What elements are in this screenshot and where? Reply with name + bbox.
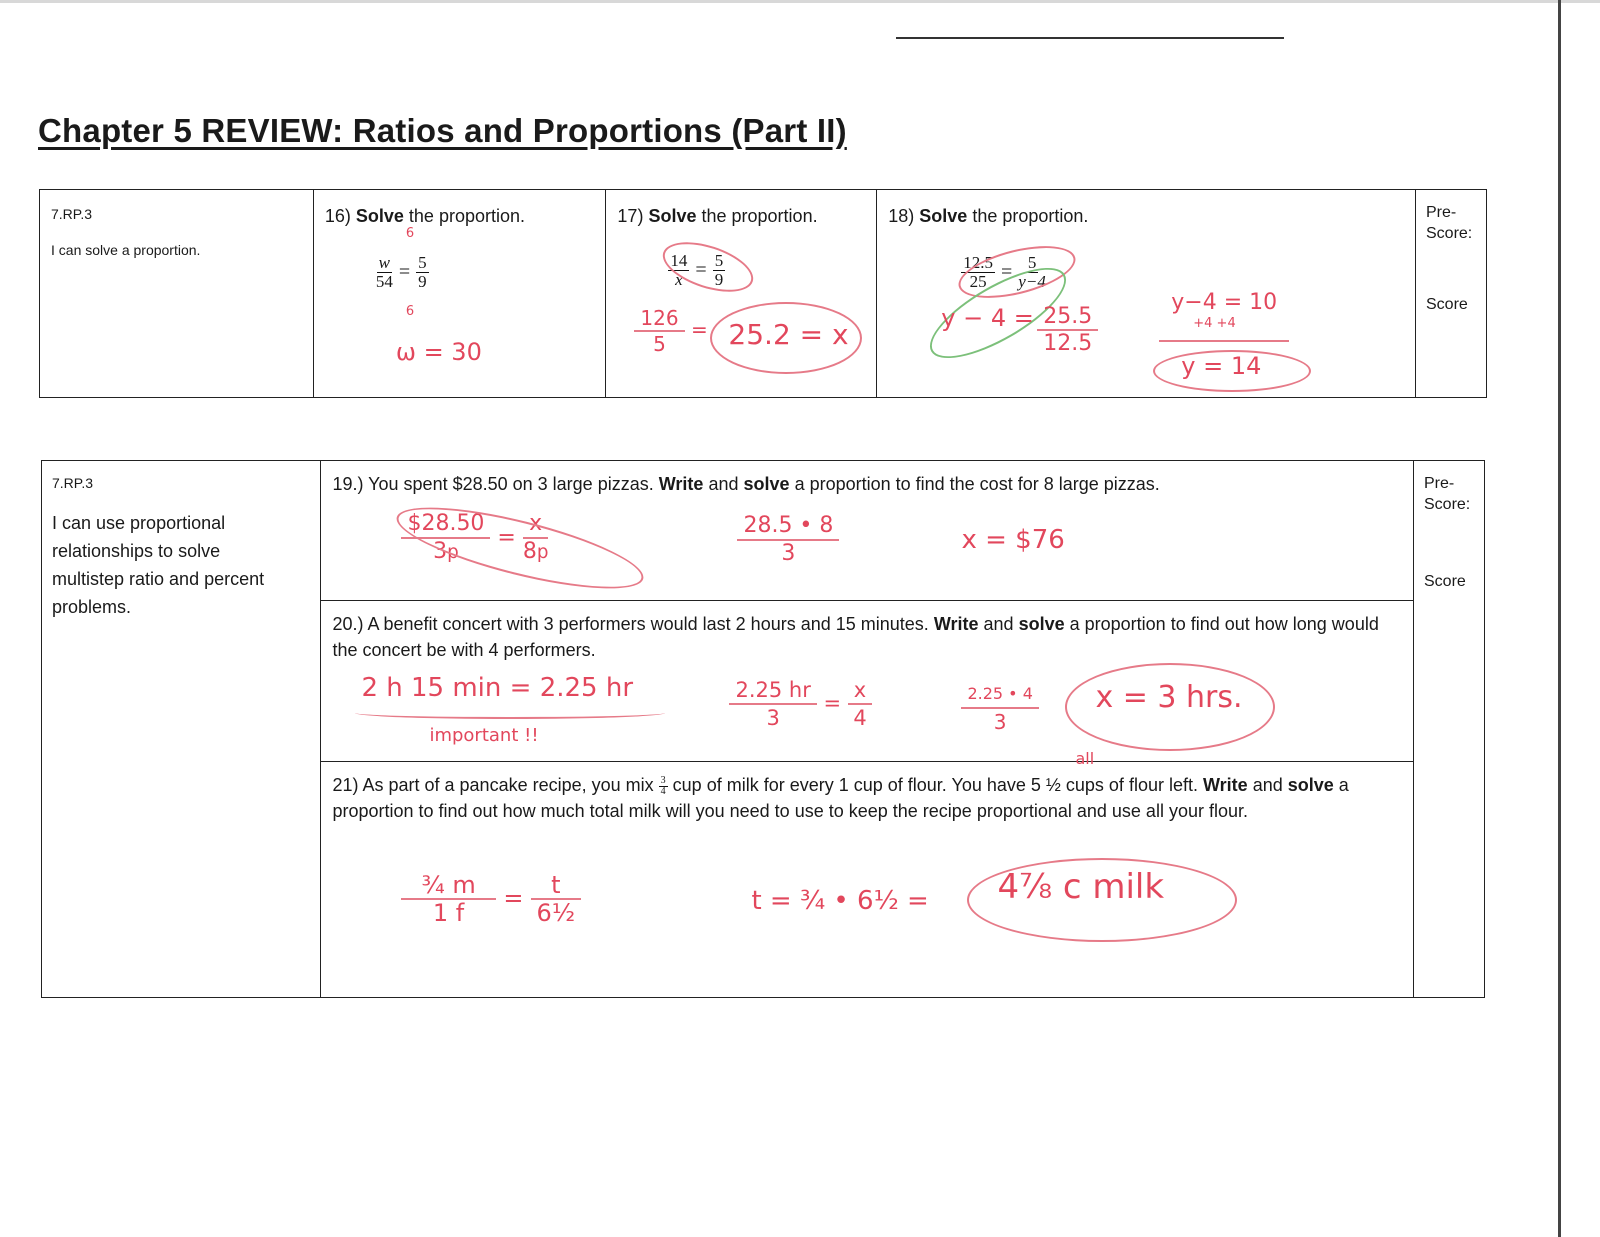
problem-prompt: 20.) A benefit concert with 3 performers would last 2 hours and 15 minutes. Write and solve a proportion to find out how long would the concert be with 4 performers. <box>332 614 1379 660</box>
handwritten-answer: 4⅞ c milk <box>997 867 1165 907</box>
handwritten-line <box>1159 340 1289 342</box>
handwritten-proportion: $\frac{\$28.50}{3p}$ = $\frac{x}{8p}$ <box>401 511 548 566</box>
handwritten-answer: 25.2 = x <box>728 318 849 351</box>
problem-19 <box>321 461 1414 601</box>
handwritten-answer: ω = 30 <box>395 338 482 366</box>
standard-cell <box>40 190 314 398</box>
standard-cell <box>42 461 321 998</box>
scan-top-edge <box>0 0 1600 3</box>
handwritten-answer: x = 3 hrs. <box>1095 680 1243 715</box>
brace <box>355 707 665 719</box>
handwritten-answer: x = $76 <box>961 525 1065 555</box>
handwritten-note: important !! <box>429 725 539 746</box>
problem-17 <box>606 190 877 398</box>
score-label: Score <box>1426 296 1468 313</box>
handwritten-fraction: $\frac{25.5}{12.5}$ <box>1037 304 1098 356</box>
handwritten-mark: 6 <box>405 226 415 241</box>
problem-prompt: 19.) You spent $28.50 on 3 large pizzas. Write and solve a proportion to find the cost for 8 large pizzas. <box>332 474 1160 494</box>
handwritten-fraction: $\frac{126}{5}$ = <box>634 306 707 356</box>
score-label: Score <box>1424 573 1466 590</box>
pre-score-label: Pre-Score: <box>1424 475 1471 513</box>
section2-table <box>41 460 1485 998</box>
handwritten-calculation: t = ¾ • 6½ = <box>751 886 929 916</box>
problem-16 <box>313 190 606 398</box>
handwritten-calculation: 2.25 • 4 3 <box>961 681 1038 735</box>
proportion: $\frac{w}{54}$ = $\frac{5}{9}$ <box>375 253 427 291</box>
score-cell <box>1416 190 1487 398</box>
handwritten-step: y−4 = 10 <box>1171 290 1278 315</box>
standard-code: 7.RP.3 <box>52 475 93 491</box>
scan-right-edge <box>1558 0 1561 1237</box>
handwritten-step: +4 +4 <box>1193 316 1236 331</box>
score-cell <box>1414 461 1485 998</box>
section1-table <box>39 189 1487 398</box>
objective: I can solve a proportion. <box>51 242 201 258</box>
problem-20 <box>321 601 1414 762</box>
handwritten-note: all <box>1075 749 1095 768</box>
cross-multiply-loop <box>657 233 759 302</box>
problem-prompt: 17) Solve the proportion. <box>617 206 818 226</box>
problem-21 <box>321 749 1414 998</box>
standard-code: 7.RP.3 <box>51 206 92 222</box>
problem-18 <box>877 190 1416 398</box>
handwritten-proportion: $\frac{2.25 hr}{3}$ = $\frac{x}{4}$ <box>729 677 872 731</box>
page-title: Chapter 5 REVIEW: Ratios and Proportions (Part II) <box>38 112 847 149</box>
handwritten-answer: y = 14 <box>1181 352 1262 380</box>
handwritten-conversion: 2 h 15 min = 2.25 hr <box>361 673 634 703</box>
problem-prompt: 18) Solve the proportion. <box>888 206 1089 226</box>
handwritten-step: y − 4 = <box>941 304 1034 332</box>
proportion: $\frac{12.5}{25}$ = $\frac{5}{y-4}$ <box>963 253 1046 291</box>
problem-prompt: 16) Solve the proportion. <box>324 206 525 226</box>
objective: I can use proportional relationships to solve multistep ratio and percent problems. <box>52 513 265 617</box>
handwritten-proportion: $\frac{\text{¾ m}}{1 f}$ = $\frac{t}{\text{6½}}$ <box>401 872 580 926</box>
pre-score-label: Pre-Score: <box>1426 204 1473 242</box>
problem-prompt: 21) As part of a pancake recipe, you mix $\frac{3}{4}$ cup of milk for every 1 cup of flour. You have 5 ½ cups of flour left. Write and solve a proportion to find out how much total milk will you need to use to keep the recipe proportional and use all your flour. <box>332 774 1349 821</box>
handwritten-calculation: $\frac{28.5 • 8}{3}$ <box>737 513 839 567</box>
proportion: $\frac{14}{x}$ = $\frac{5}{9}$ <box>670 251 724 289</box>
name-line <box>896 37 1284 39</box>
handwritten-mark: 6 <box>405 304 415 319</box>
